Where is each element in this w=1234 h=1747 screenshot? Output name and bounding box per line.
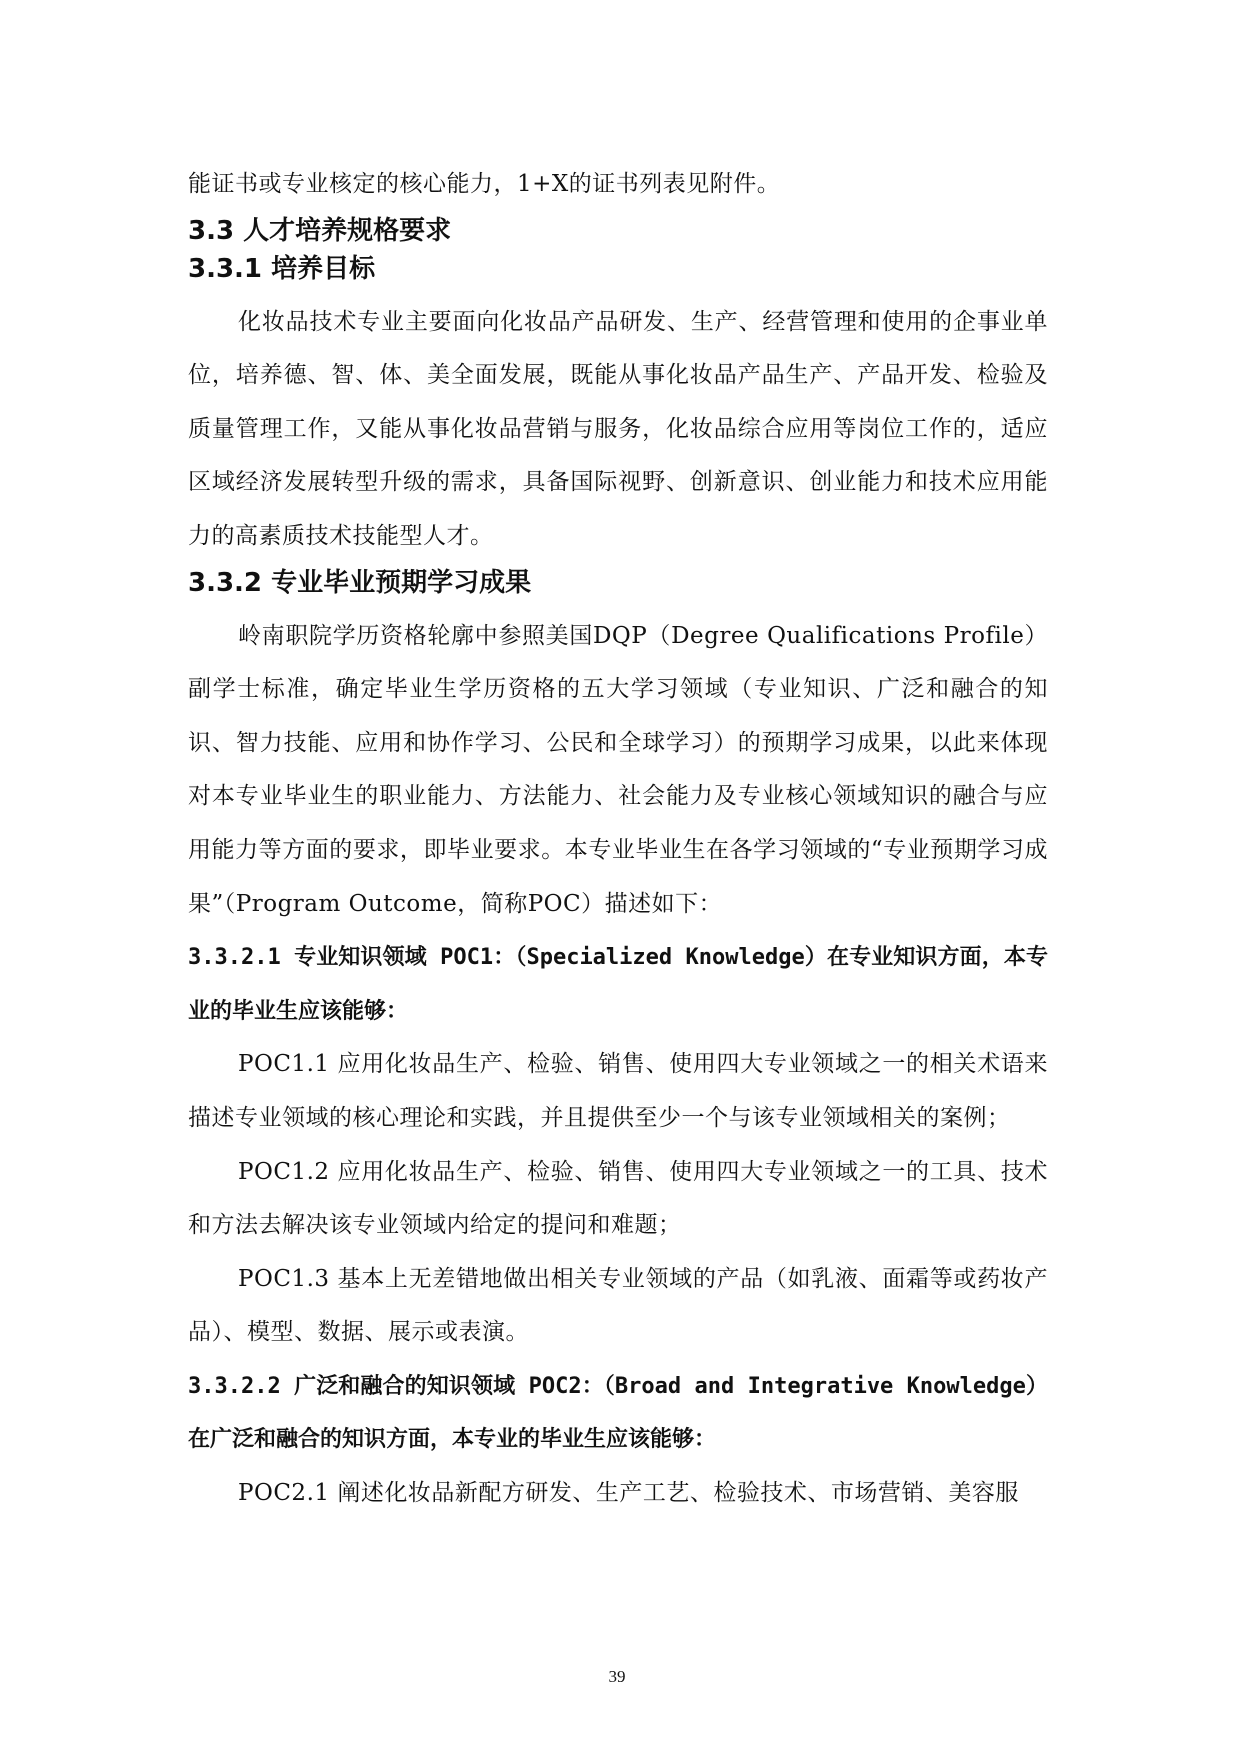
section-heading-3-3-1: 3.3.1 培养目标 xyxy=(188,253,376,284)
poc1-2-paragraph: POC1.2 应用化妆品生产、检验、销售、使用四大专业领域之一的工具、技术和方法去解决该专业领域内给定的提问和难题； xyxy=(188,1158,1048,1239)
outcome-paragraph: 岭南职院学历资格轮廓中参照美国DQP（Degree Qualifications Profile） 副学士标准，确定毕业生学历资格的五大学习领域（专业知识、广泛和融合的知识、智力技能、应用和协作学习、公民和全球学习）的预期学习成果，以此来体现对本专业毕业生的职业能力、方法能力、社会能力及专业核心领域知识的融合与应用能力等方面的要求，即毕业要求。本专业毕业生在各学习领域的“专业预期学习成果”（Program Outcome，简称POC）描述如下： xyxy=(188,622,1048,917)
section-heading-3-3: 3.3 人才培养规格要求 xyxy=(188,215,452,246)
poc1-1-paragraph: POC1.1 应用化妆品生产、检验、销售、使用四大专业领域之一的相关术语来描述专业领域的核心理论和实践，并且提供至少一个与该专业领域相关的案例； xyxy=(188,1051,1048,1131)
section-heading-3-3-2-1: 3.3.2.1 专业知识领域 POC1：（Specialized Knowledge）在专业知识方面，本专业的毕业生应该能够： xyxy=(188,945,1048,1024)
page-content xyxy=(188,158,1048,1521)
poc1-3-paragraph: POC1.3 基本上无差错地做出相关专业领域的产品（如乳液、面霜等或药妆产品）、模型、数据、展示或表演。 xyxy=(188,1265,1048,1346)
spacer xyxy=(188,602,1048,610)
page-number: 39 xyxy=(608,1667,626,1686)
intro-line: 能证书或专业核定的核心能力，1+X的证书列表见附件。 xyxy=(188,171,781,197)
poc2-1-paragraph: POC2.1 阐述化妆品新配方研发、生产工艺、检验技术、市场营销、美容服 xyxy=(238,1480,1019,1507)
goal-paragraph: 化妆品技术专业主要面向化妆品产品研发、生产、经营管理和使用的企事业单位，培养德、智、体、美全面发展，既能从事化妆品产品生产、产品开发、检验及质量管理工作，又能从事化妆品营销与服务，化妆品综合应用等岗位工作的，适应区域经济发展转型升级的需求，具备国际视野、创新意识、创业能力和技术应用能力的高素质技术技能型人才。 xyxy=(188,308,1048,549)
spacer xyxy=(188,288,1048,296)
section-heading-3-3-2-2: 3.3.2.2 广泛和融合的知识领域 POC2：（Broad and Integrative Knowledge）在广泛和融合的知识方面，本专业的毕业生应该能够： xyxy=(188,1373,1048,1453)
section-heading-3-3-2: 3.3.2 专业毕业预期学习成果 xyxy=(188,567,532,598)
